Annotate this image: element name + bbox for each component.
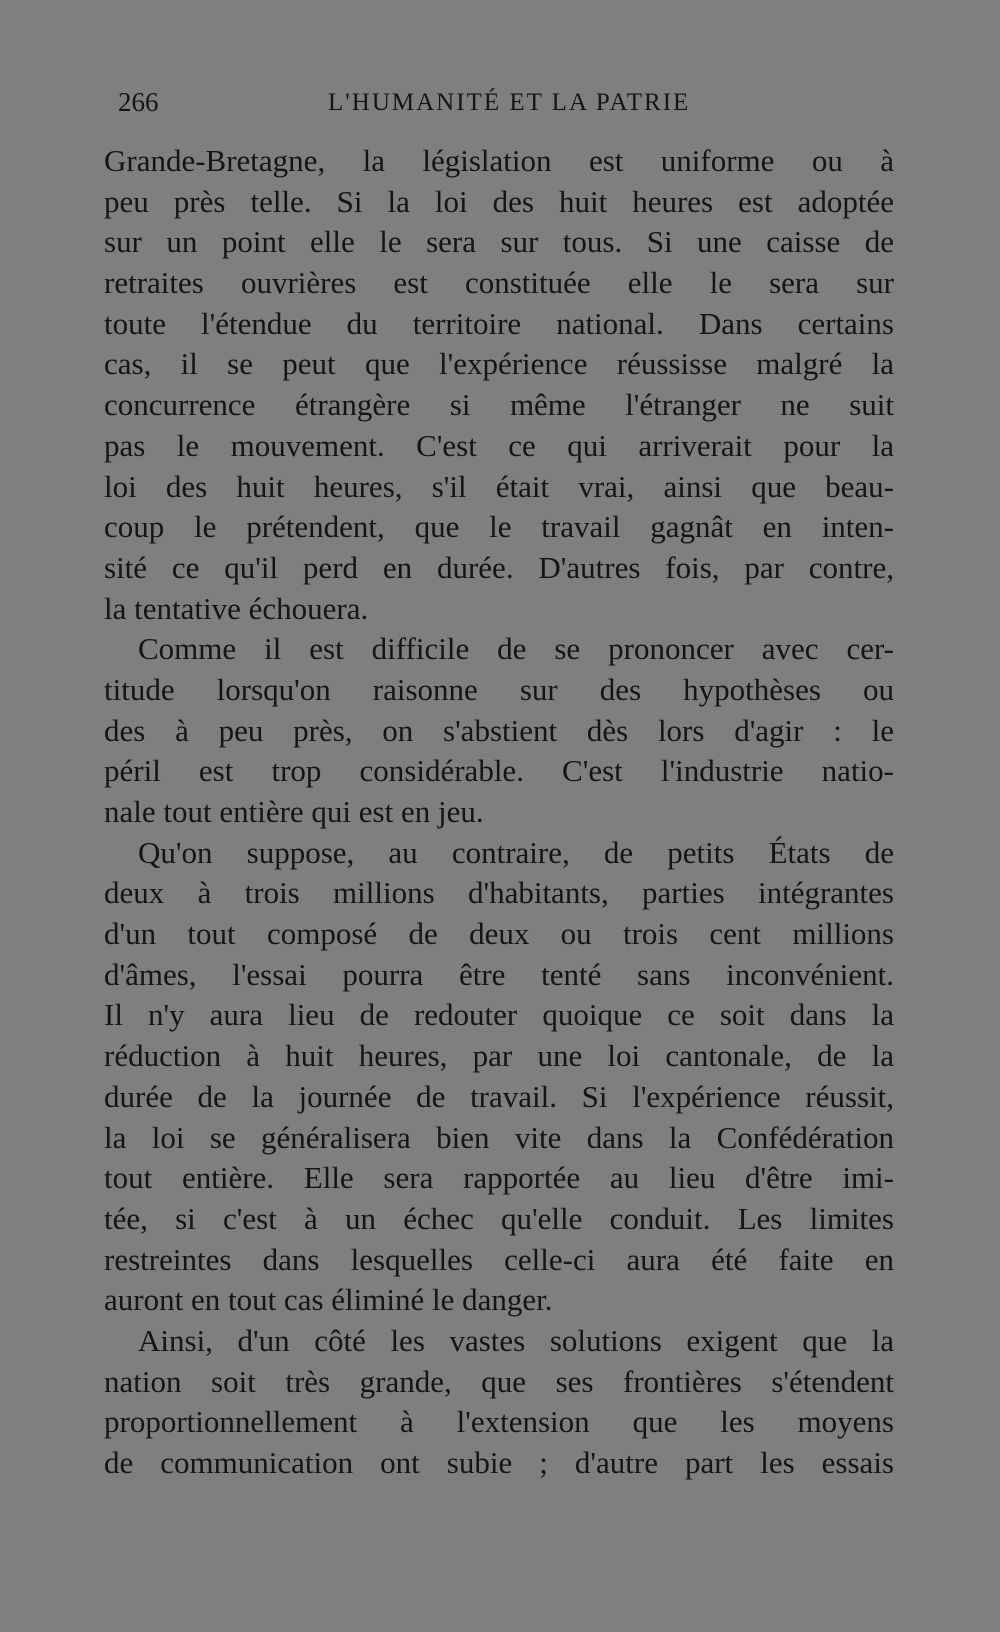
text-line: durée de la journée de travail. Si l'expérience réussit, <box>104 1078 894 1114</box>
book-title: L'HUMANITÉ ET LA PATRIE <box>328 89 691 116</box>
text-line: de communication ont subie ; d'autre part les essais <box>104 1445 894 1480</box>
text-line: loi des huit heures, s'il était vrai, ainsi que beau- <box>104 468 894 504</box>
paragraph <box>104 833 894 1321</box>
text-line: Comme il est difficile de se prononcer avec cer- <box>138 631 894 667</box>
running-head <box>118 86 898 118</box>
text-line: titude lorsqu'on raisonne sur des hypothèses ou <box>104 671 894 707</box>
text-line: proportionnellement à l'extension que les moyens <box>104 1404 894 1440</box>
paragraph <box>104 629 894 832</box>
text-line: coup le prétendent, que le travail gagnât en inten- <box>104 509 894 545</box>
text-line: deux à trois millions d'habitants, parties intégrantes <box>104 875 894 911</box>
text-line: Il n'y aura lieu de redouter quoique ce soit dans la <box>104 997 894 1033</box>
text-line: la loi se généralisera bien vite dans la Confédération <box>104 1119 894 1155</box>
text-line: Grande-Bretagne, la législation est uniforme ou à <box>104 143 894 178</box>
text-line: restreintes dans lesquelles celle-ci aura été faite en <box>104 1241 894 1277</box>
text-line: peu près telle. Si la loi des huit heures est adoptée <box>104 183 894 219</box>
text-line: tée, si c'est à un échec qu'elle conduit. Les limites <box>104 1200 894 1236</box>
text-line: pas le mouvement. C'est ce qui arriverait pour la <box>104 427 894 463</box>
text-line: sur un point elle le sera sur tous. Si une caisse de <box>104 224 894 260</box>
paragraph <box>104 1321 894 1484</box>
text-line: Ainsi, d'un côté les vastes solutions exigent que la <box>138 1322 894 1358</box>
text-line: des à peu près, on s'abstient dès lors d'agir : le <box>104 712 894 748</box>
text-line: retraites ouvrières est constituée elle le sera sur <box>104 265 894 301</box>
text-line: auront en tout cas éliminé le danger. <box>104 1282 553 1318</box>
text-line: tout entière. Elle sera rapportée au lieu d'être imi- <box>104 1160 894 1196</box>
text-line: cas, il se peut que l'expérience réussisse malgré la <box>104 346 894 382</box>
text-line: d'âmes, l'essai pourra être tenté sans inconvénient. <box>104 956 894 992</box>
body-text <box>104 141 894 1484</box>
text-line: la tentative échouera. <box>104 590 369 626</box>
text-line: concurrence étrangère si même l'étranger ne suit <box>104 387 894 423</box>
text-line: péril est trop considérable. C'est l'industrie natio- <box>104 753 894 789</box>
page-number: 266 <box>118 87 159 117</box>
text-line: nation soit très grande, que ses frontières s'étendent <box>104 1363 894 1399</box>
text-line: Qu'on suppose, au contraire, de petits États de <box>138 834 894 870</box>
paragraph <box>104 141 894 629</box>
text-line: d'un tout composé de deux ou trois cent millions <box>104 916 894 952</box>
text-line: sité ce qu'il perd en durée. D'autres fois, par contre, <box>104 549 894 585</box>
text-line: toute l'étendue du territoire national. Dans certains <box>104 305 894 341</box>
text-line: nale tout entière qui est en jeu. <box>104 794 484 829</box>
text-line: réduction à huit heures, par une loi cantonale, de la <box>104 1038 894 1074</box>
